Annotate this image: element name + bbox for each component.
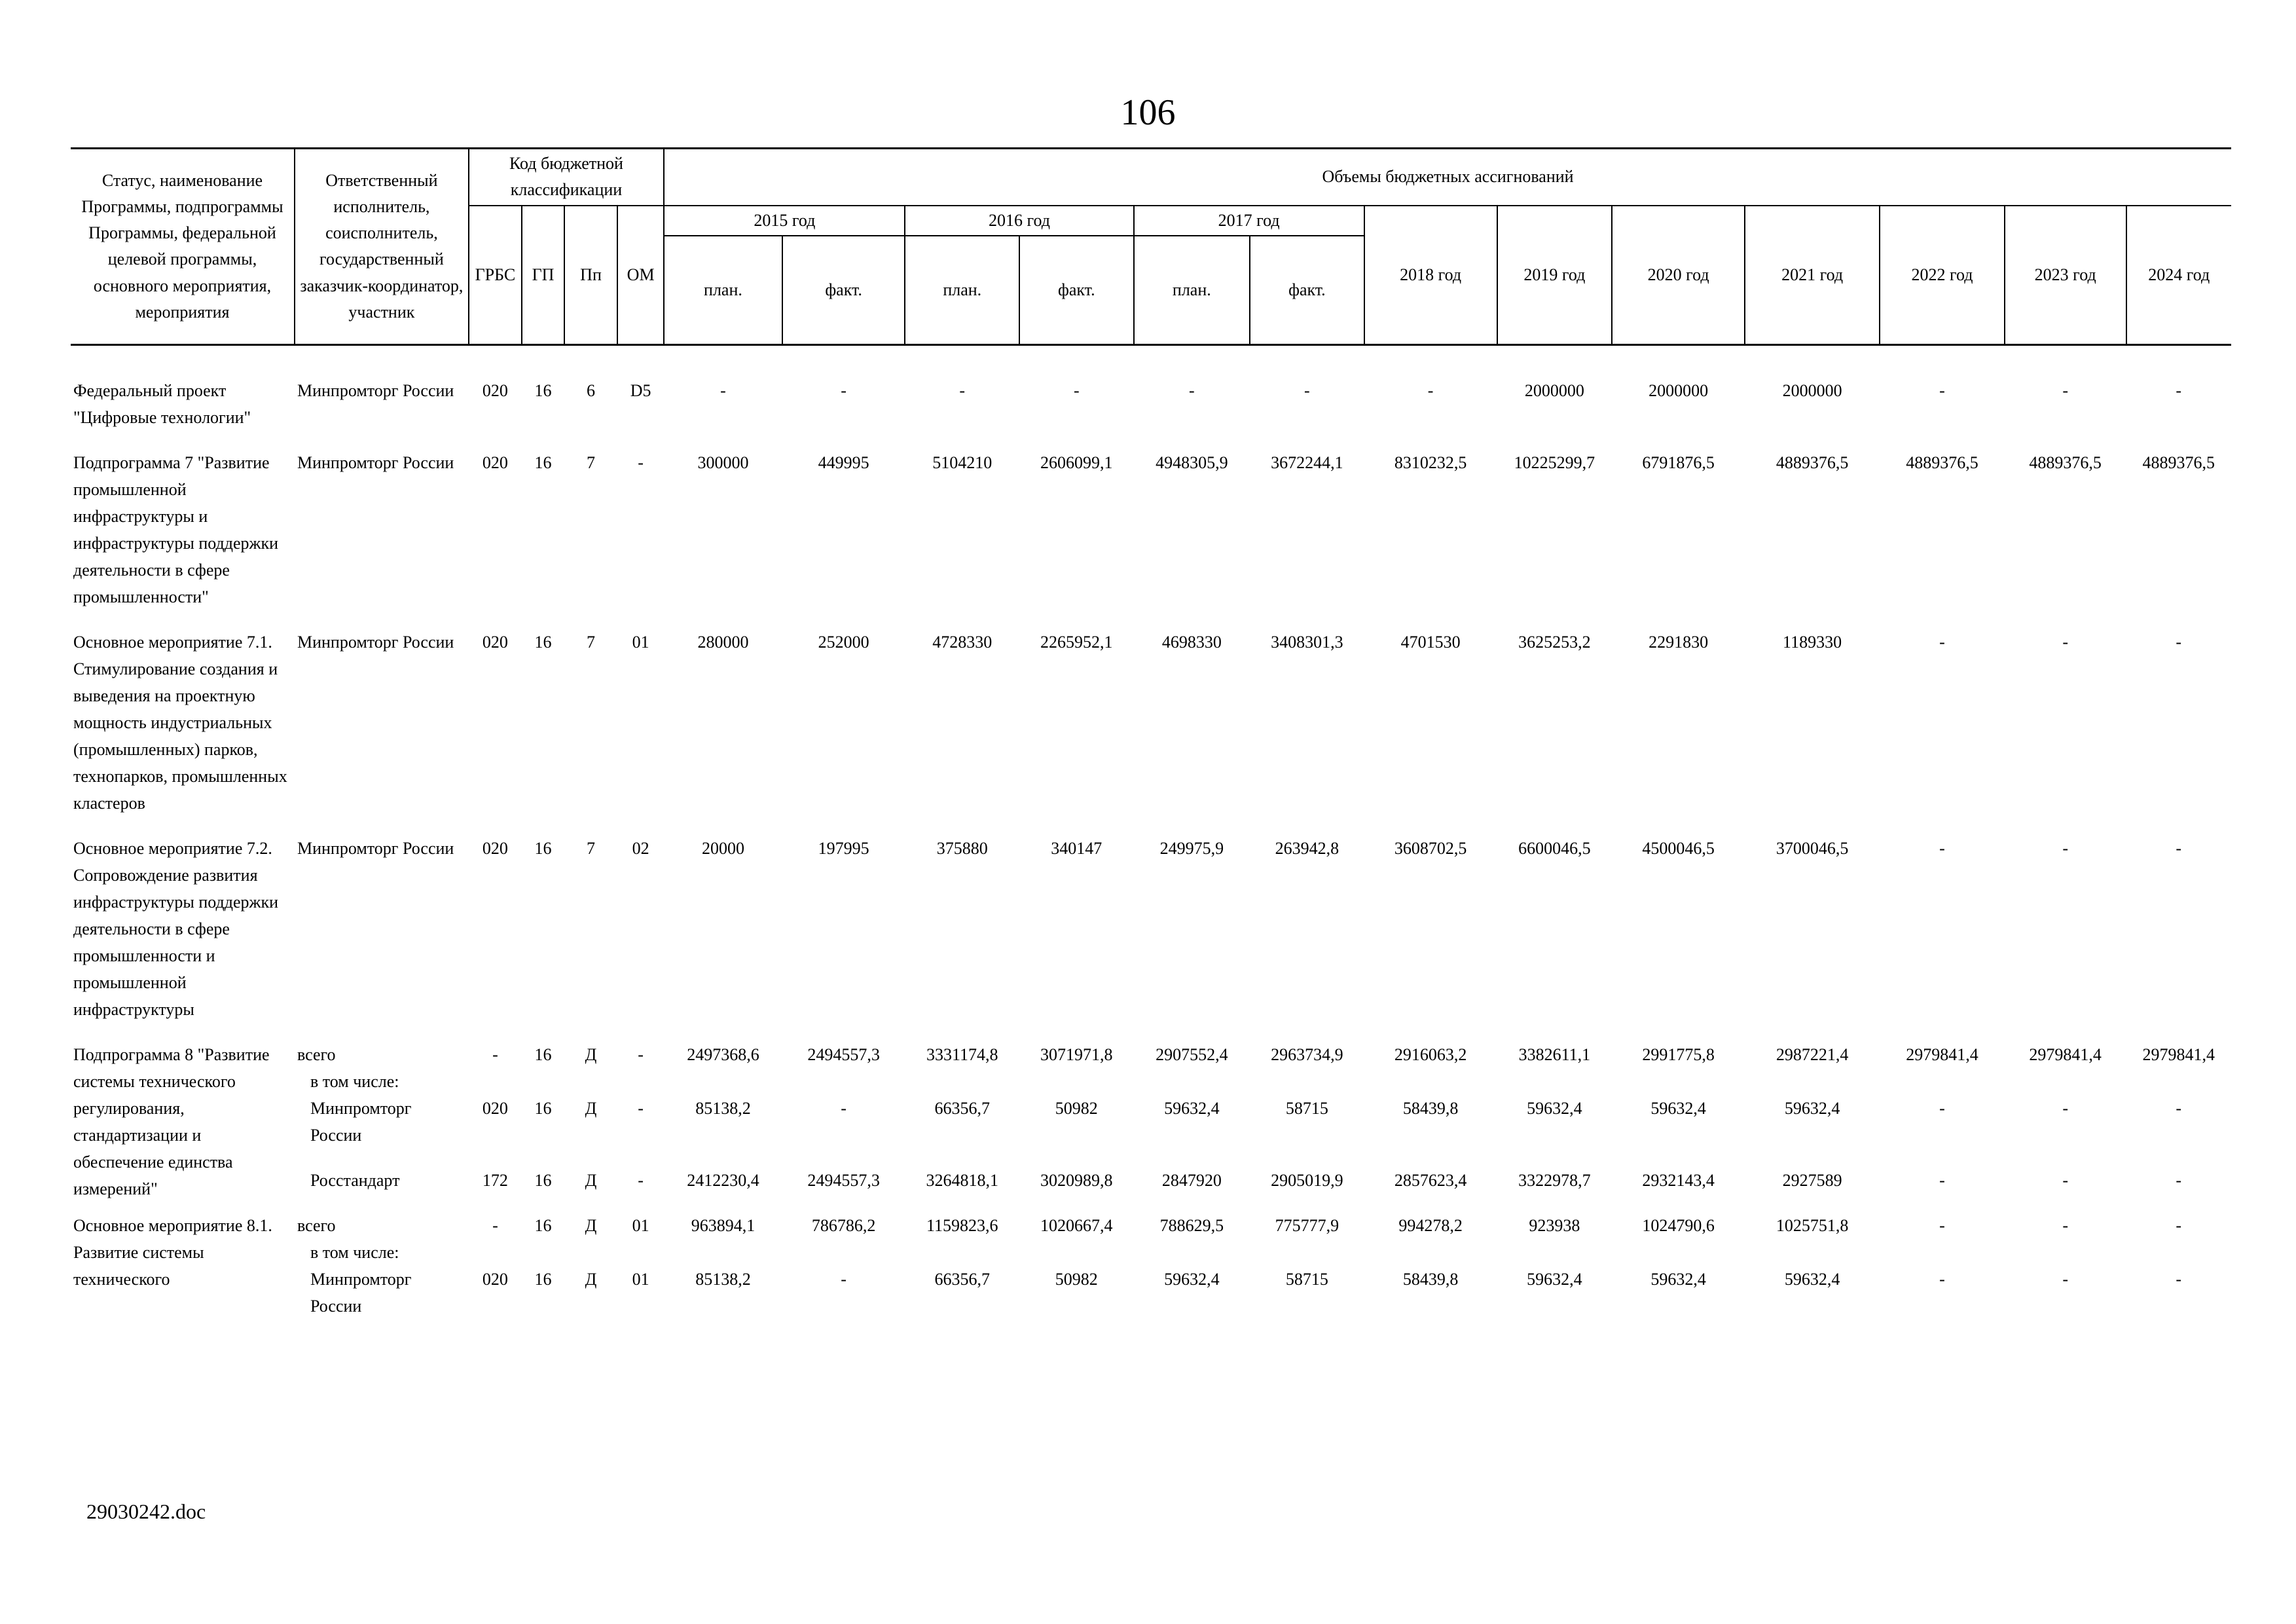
value-cell: 2412230,4 bbox=[687, 1170, 759, 1190]
value-cell: 2494557,3 bbox=[807, 1044, 880, 1064]
value-cell: 2963734,9 bbox=[1271, 1044, 1343, 1064]
value-cell: - bbox=[841, 1098, 847, 1118]
value-cell: 449995 bbox=[818, 452, 869, 472]
value-cell: 375880 bbox=[936, 838, 988, 858]
value-cell: 923938 bbox=[1529, 1215, 1580, 1235]
responsible: Минпромторг России bbox=[297, 632, 454, 652]
value-cell: - bbox=[1939, 632, 1945, 652]
value-cell: 2979841,4 bbox=[2029, 1044, 2102, 1064]
value-cell: 2000000 bbox=[1524, 380, 1584, 400]
value-cell: - bbox=[2062, 1170, 2068, 1190]
responsible: Минпромторг России bbox=[297, 838, 454, 858]
table-row bbox=[71, 1212, 2231, 1239]
gp-code: 16 bbox=[534, 1215, 552, 1235]
responsible: Минпромторг России bbox=[310, 1269, 412, 1316]
header-om: ОМ bbox=[617, 206, 664, 345]
value-cell: 85138,2 bbox=[695, 1098, 751, 1118]
om-code: 01 bbox=[632, 1269, 649, 1289]
value-cell: 3700046,5 bbox=[1776, 838, 1849, 858]
pp-code: 7 bbox=[587, 452, 596, 472]
value-cell: 58439,8 bbox=[1402, 1098, 1459, 1118]
value-cell: 50982 bbox=[1055, 1098, 1098, 1118]
value-cell: 2907552,4 bbox=[1156, 1044, 1228, 1064]
value-cell: - bbox=[2062, 1215, 2068, 1235]
header-budget-volumes: Объемы бюджетных ассигнований bbox=[664, 149, 2231, 206]
value-cell: 3625253,2 bbox=[1518, 632, 1591, 652]
table-subrow bbox=[71, 1167, 2231, 1212]
value-cell: 994278,2 bbox=[1398, 1215, 1463, 1235]
value-cell: 4728330 bbox=[932, 632, 993, 652]
value-cell: 85138,2 bbox=[695, 1269, 751, 1289]
row-name: Основное мероприятие 8.1. Развитие системы технического bbox=[73, 1215, 272, 1289]
value-cell: - bbox=[959, 380, 966, 400]
value-cell: 3408301,3 bbox=[1271, 632, 1343, 652]
value-cell: - bbox=[1073, 380, 1080, 400]
header-status: Статус, наименование Программы, подпрограммы Программы, федеральной целевой программы, основного мероприятия, мероприятия bbox=[71, 149, 295, 345]
responsible: Минпромторг России bbox=[310, 1098, 412, 1145]
value-cell: 59632,4 bbox=[1784, 1098, 1840, 1118]
header-year-2022: 2022 год bbox=[1880, 206, 2005, 345]
pp-code: 7 bbox=[587, 632, 596, 652]
gp-code: 16 bbox=[534, 632, 552, 652]
value-cell: 249975,9 bbox=[1159, 838, 1224, 858]
value-cell: 66356,7 bbox=[934, 1098, 990, 1118]
gp-code: 16 bbox=[534, 1170, 552, 1190]
value-cell: 280000 bbox=[697, 632, 749, 652]
table-row bbox=[71, 1041, 2231, 1068]
gp-code: 16 bbox=[534, 380, 552, 400]
value-cell: 3672244,1 bbox=[1271, 452, 1343, 472]
header-year-2016: 2016 год bbox=[905, 206, 1133, 236]
pp-code: Д bbox=[585, 1044, 597, 1064]
pp-code: Д bbox=[585, 1098, 597, 1118]
table-subrow bbox=[71, 1266, 2231, 1338]
value-cell: - bbox=[2176, 1098, 2182, 1118]
table-subrow bbox=[71, 1095, 2231, 1167]
table-row bbox=[71, 835, 2231, 1041]
value-cell: 8310232,5 bbox=[1394, 452, 1467, 472]
om-code: D5 bbox=[630, 380, 651, 400]
value-cell: 59632,4 bbox=[1527, 1269, 1582, 1289]
value-cell: 3322978,7 bbox=[1518, 1170, 1591, 1190]
value-cell: - bbox=[1939, 380, 1945, 400]
om-code: - bbox=[638, 1044, 644, 1064]
value-cell: 963894,1 bbox=[691, 1215, 756, 1235]
value-cell: 10225299,7 bbox=[1514, 452, 1595, 472]
gp-code: 16 bbox=[534, 452, 552, 472]
value-cell: - bbox=[1939, 838, 1945, 858]
value-cell: 4500046,5 bbox=[1642, 838, 1715, 858]
om-code: 01 bbox=[632, 1215, 649, 1235]
value-cell: - bbox=[1189, 380, 1195, 400]
responsible: Минпромторг России bbox=[297, 452, 454, 472]
header-pp: Пп bbox=[564, 206, 617, 345]
value-cell: - bbox=[2062, 1269, 2068, 1289]
value-cell: - bbox=[1939, 1170, 1945, 1190]
header-2017-plan: план. bbox=[1134, 236, 1250, 345]
grbs-code: 020 bbox=[482, 1098, 508, 1118]
responsible-including: в том числе: bbox=[310, 1071, 399, 1091]
grbs-code: 172 bbox=[482, 1170, 508, 1190]
value-cell: - bbox=[2176, 1269, 2182, 1289]
value-cell: 4698330 bbox=[1161, 632, 1222, 652]
value-cell: 6600046,5 bbox=[1518, 838, 1591, 858]
row-name: Основное мероприятие 7.2. Сопровождение развития инфраструктуры поддержки деятельности в сфере промышленности и промышленной инфраструктуры bbox=[73, 838, 279, 1019]
header-year-2018: 2018 год bbox=[1364, 206, 1497, 345]
header-year-2020: 2020 год bbox=[1612, 206, 1745, 345]
value-cell: - bbox=[1939, 1098, 1945, 1118]
header-2016-fact: факт. bbox=[1019, 236, 1134, 345]
value-cell: - bbox=[2062, 380, 2068, 400]
value-cell: - bbox=[720, 380, 726, 400]
value-cell: 1189330 bbox=[1783, 632, 1842, 652]
value-cell: 1020667,4 bbox=[1040, 1215, 1113, 1235]
value-cell: 58715 bbox=[1285, 1098, 1328, 1118]
responsible: Росстандарт bbox=[310, 1170, 400, 1190]
value-cell: 1025751,8 bbox=[1776, 1215, 1849, 1235]
value-cell: 20000 bbox=[701, 838, 744, 858]
header-year-2019: 2019 год bbox=[1497, 206, 1613, 345]
header-2016-plan: план. bbox=[905, 236, 1019, 345]
budget-allocation-table bbox=[71, 147, 2231, 1338]
value-cell: 2606099,1 bbox=[1040, 452, 1113, 472]
value-cell: - bbox=[1304, 380, 1310, 400]
header-year-2024: 2024 год bbox=[2126, 206, 2231, 345]
pp-code: 6 bbox=[587, 380, 596, 400]
header-responsible: Ответственный исполнитель, соисполнитель, государственный заказчик-координатор, участник bbox=[295, 149, 469, 345]
value-cell: - bbox=[841, 380, 847, 400]
header-budget-code: Код бюджетной классификации bbox=[469, 149, 664, 206]
value-cell: 6791876,5 bbox=[1642, 452, 1715, 472]
value-cell: 2979841,4 bbox=[2142, 1044, 2215, 1064]
om-code: 02 bbox=[632, 838, 649, 858]
value-cell: 2000000 bbox=[1782, 380, 1842, 400]
table-row bbox=[71, 629, 2231, 835]
header-gp: ГП bbox=[522, 206, 564, 345]
value-cell: 2494557,3 bbox=[807, 1170, 880, 1190]
value-cell: 4889376,5 bbox=[2142, 452, 2215, 472]
value-cell: 2916063,2 bbox=[1394, 1044, 1467, 1064]
value-cell: 66356,7 bbox=[934, 1269, 990, 1289]
header-2015-plan: план. bbox=[664, 236, 782, 345]
value-cell: 2987221,4 bbox=[1776, 1044, 1849, 1064]
header-year-2015: 2015 год bbox=[664, 206, 905, 236]
table-row bbox=[71, 377, 2231, 449]
page-number: 106 bbox=[1120, 92, 1176, 133]
value-cell: - bbox=[2176, 838, 2182, 858]
pp-code: Д bbox=[585, 1215, 597, 1235]
value-cell: 2932143,4 bbox=[1642, 1170, 1715, 1190]
value-cell: 197995 bbox=[818, 838, 869, 858]
value-cell: 1159823,6 bbox=[926, 1215, 998, 1235]
header-grbs: ГРБС bbox=[469, 206, 522, 345]
om-code: - bbox=[638, 1098, 644, 1118]
value-cell: 2857623,4 bbox=[1394, 1170, 1467, 1190]
responsible-total: всего bbox=[297, 1215, 336, 1235]
value-cell: - bbox=[2062, 1098, 2068, 1118]
header-year-2021: 2021 год bbox=[1745, 206, 1880, 345]
value-cell: 2265952,1 bbox=[1040, 632, 1113, 652]
value-cell: 340147 bbox=[1051, 838, 1102, 858]
row-name: Основное мероприятие 7.1. Стимулирование создания и выведения на проектную мощность индустриальных (промышленных) парков, технопарков, промышленных кластеров bbox=[73, 632, 287, 813]
value-cell: 2991775,8 bbox=[1642, 1044, 1715, 1064]
document-filename: 29030242.doc bbox=[86, 1500, 206, 1523]
value-cell: - bbox=[2176, 1215, 2182, 1235]
row-name: Федеральный проект "Цифровые технологии" bbox=[73, 380, 251, 427]
gp-code: 16 bbox=[534, 1269, 552, 1289]
value-cell: 50982 bbox=[1055, 1269, 1098, 1289]
grbs-code: 020 bbox=[482, 380, 508, 400]
responsible-total: всего bbox=[297, 1044, 336, 1064]
value-cell: - bbox=[2176, 1170, 2182, 1190]
header-2017-fact: факт. bbox=[1250, 236, 1364, 345]
gp-code: 16 bbox=[534, 1098, 552, 1118]
header-2015-fact: факт. bbox=[782, 236, 905, 345]
grbs-code: 020 bbox=[482, 1269, 508, 1289]
pp-code: Д bbox=[585, 1269, 597, 1289]
value-cell: 4889376,5 bbox=[1776, 452, 1849, 472]
value-cell: 786786,2 bbox=[811, 1215, 876, 1235]
value-cell: 4889376,5 bbox=[1906, 452, 1978, 472]
value-cell: 3020989,8 bbox=[1040, 1170, 1113, 1190]
pp-code: 7 bbox=[587, 838, 596, 858]
value-cell: 300000 bbox=[697, 452, 749, 472]
value-cell: - bbox=[1939, 1269, 1945, 1289]
value-cell: - bbox=[1939, 1215, 1945, 1235]
value-cell: 2927589 bbox=[1782, 1170, 1842, 1190]
value-cell: 2847920 bbox=[1161, 1170, 1222, 1190]
value-cell: - bbox=[2176, 380, 2182, 400]
om-code: 01 bbox=[632, 632, 649, 652]
grbs-code: - bbox=[492, 1044, 498, 1064]
responsible-including: в том числе: bbox=[310, 1242, 399, 1262]
header-year-2017: 2017 год bbox=[1134, 206, 1364, 236]
value-cell: 2905019,9 bbox=[1271, 1170, 1343, 1190]
value-cell: 59632,4 bbox=[1164, 1098, 1220, 1118]
row-name: Подпрограмма 8 "Развитие системы технического регулирования, стандартизации и обеспечение единства измерений" bbox=[73, 1044, 270, 1198]
value-cell: 3331174,8 bbox=[926, 1044, 998, 1064]
gp-code: 16 bbox=[534, 838, 552, 858]
value-cell: - bbox=[2062, 838, 2068, 858]
pp-code: Д bbox=[585, 1170, 597, 1190]
value-cell: 1024790,6 bbox=[1642, 1215, 1715, 1235]
value-cell: - bbox=[841, 1269, 847, 1289]
table-row bbox=[71, 449, 2231, 629]
value-cell: - bbox=[2176, 632, 2182, 652]
om-code: - bbox=[638, 1170, 644, 1190]
value-cell: - bbox=[2062, 632, 2068, 652]
value-cell: 4701530 bbox=[1400, 632, 1461, 652]
value-cell: 5104210 bbox=[932, 452, 993, 472]
responsible: Минпромторг России bbox=[297, 380, 454, 400]
table-row bbox=[71, 1239, 2231, 1266]
value-cell: 59632,4 bbox=[1164, 1269, 1220, 1289]
gp-code: 16 bbox=[534, 1044, 552, 1064]
value-cell: 2497368,6 bbox=[687, 1044, 759, 1064]
value-cell: 2979841,4 bbox=[1906, 1044, 1978, 1064]
grbs-code: 020 bbox=[482, 452, 508, 472]
value-cell: 2291830 bbox=[1649, 632, 1709, 652]
grbs-code: 020 bbox=[482, 632, 508, 652]
value-cell: 3071971,8 bbox=[1040, 1044, 1113, 1064]
table-header bbox=[71, 149, 2231, 345]
value-cell: 59632,4 bbox=[1527, 1098, 1582, 1118]
value-cell: 3382611,1 bbox=[1518, 1044, 1591, 1064]
value-cell: 4889376,5 bbox=[2029, 452, 2102, 472]
value-cell: 788629,5 bbox=[1159, 1215, 1224, 1235]
grbs-code: 020 bbox=[482, 838, 508, 858]
value-cell: 252000 bbox=[818, 632, 869, 652]
value-cell: 59632,4 bbox=[1650, 1269, 1706, 1289]
om-code: - bbox=[638, 452, 644, 472]
grbs-code: - bbox=[492, 1215, 498, 1235]
value-cell: 58439,8 bbox=[1402, 1269, 1459, 1289]
value-cell: 4948305,9 bbox=[1156, 452, 1228, 472]
value-cell: 58715 bbox=[1285, 1269, 1328, 1289]
value-cell: - bbox=[1427, 380, 1434, 400]
value-cell: 59632,4 bbox=[1650, 1098, 1706, 1118]
table-body bbox=[71, 344, 2231, 1338]
value-cell: 3264818,1 bbox=[926, 1170, 998, 1190]
header-year-2023: 2023 год bbox=[2005, 206, 2126, 345]
value-cell: 59632,4 bbox=[1784, 1269, 1840, 1289]
value-cell: 3608702,5 bbox=[1394, 838, 1467, 858]
row-name: Подпрограмма 7 "Развитие промышленной инфраструктуры и инфраструктуры поддержки деятельности в сфере промышленности" bbox=[73, 452, 279, 606]
value-cell: 263942,8 bbox=[1275, 838, 1339, 858]
table-row bbox=[71, 1068, 2231, 1095]
value-cell: 2000000 bbox=[1649, 380, 1709, 400]
value-cell: 775777,9 bbox=[1275, 1215, 1339, 1235]
